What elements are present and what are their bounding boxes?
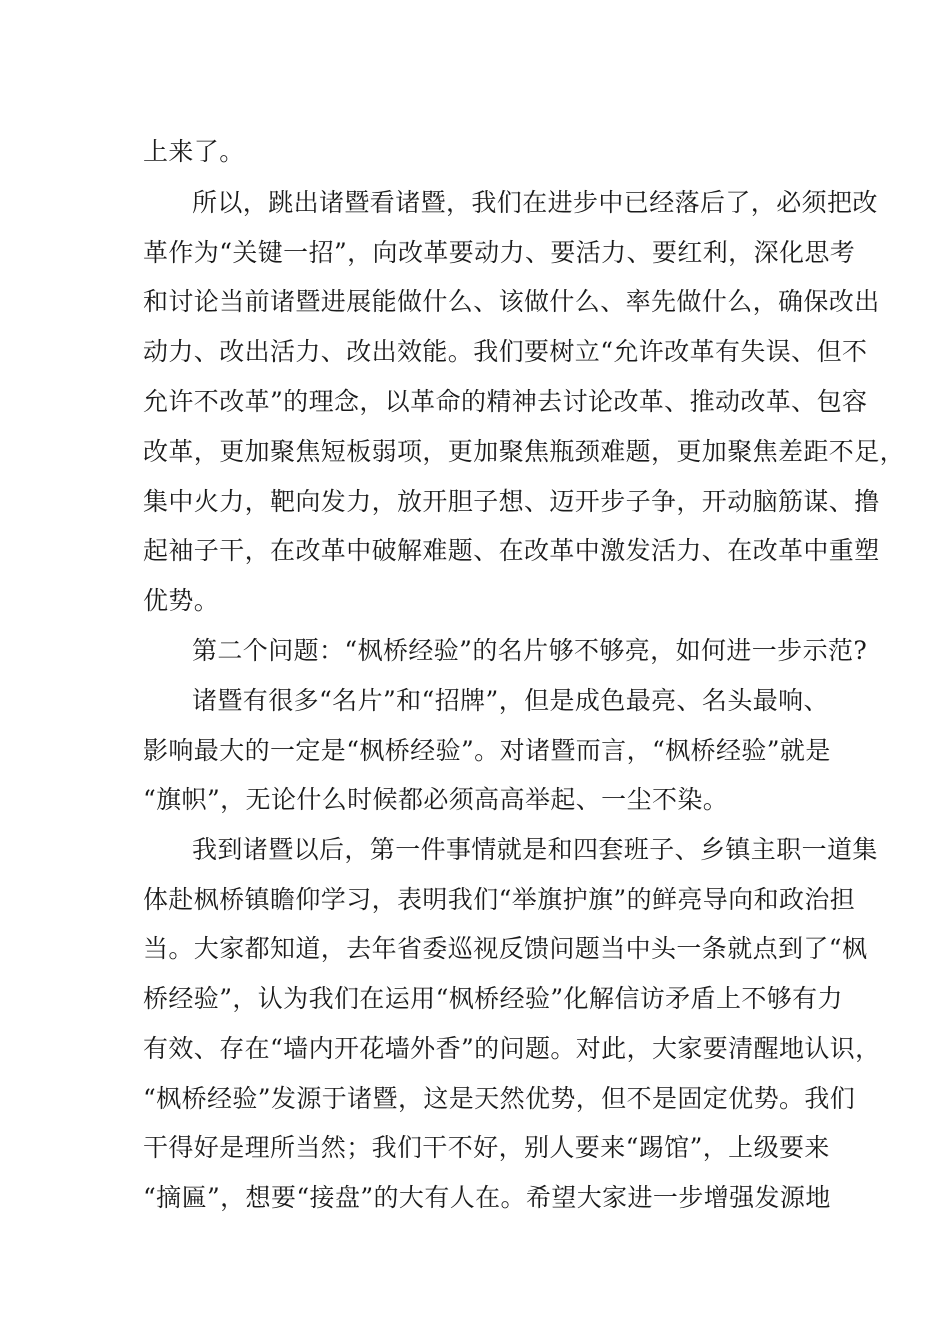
text-line: “枫桥经验”发源于诸暨，这是天然优势，但不是固定优势。我们 <box>143 1084 856 1113</box>
text-line: 影响最大的一定是“枫桥经验”。对诸暨而言，“枫桥经验”就是 <box>143 736 831 765</box>
text-line: 诸暨有很多“名片”和“招牌”，但是成色最亮、名头最响、 <box>192 686 829 715</box>
text-line: 我到诸暨以后，第一件事情就是和四套班子、乡镇主职一道集 <box>192 835 878 864</box>
text-line: “摘匾”，想要“接盘”的大有人在。希望大家进一步增强发源地 <box>143 1183 831 1212</box>
text-line: 上来了。 <box>143 137 245 166</box>
text-line: 桥经验”，认为我们在运用“枫桥经验”化解信访矛盾上不够有力 <box>143 984 843 1013</box>
text-line: 动力、改出活力、改出效能。我们要树立“允许改革有失误、但不 <box>143 337 868 366</box>
text-line: 优势。 <box>143 586 220 615</box>
text-line: 干得好是理所当然；我们干不好，别人要来“踢馆”，上级要来 <box>143 1133 830 1162</box>
text-line: 和讨论当前诸暨进展能做什么、该做什么、率先做什么，确保改出 <box>143 287 880 316</box>
text-line: 有效、存在“墙内开花墙外香”的问题。对此，大家要清醒地认识， <box>143 1034 881 1063</box>
text-line: 所以，跳出诸暨看诸暨，我们在进步中已经落后了，必须把改 <box>192 188 878 217</box>
text-line: 集中火力，靶向发力，放开胆子想、迈开步子争，开动脑筋谋、撸 <box>143 487 880 516</box>
text-line: 革作为“关键一招”，向改革要动力、要活力、要红利，深化思考 <box>143 238 856 267</box>
text-line: 体赴枫桥镇瞻仰学习，表明我们“举旗护旗”的鲜亮导向和政治担 <box>143 885 856 914</box>
text-line: 改革，更加聚焦短板弱项，更加聚焦瓶颈难题，更加聚焦差距不足， <box>143 437 906 466</box>
text-line: 起袖子干，在改革中破解难题、在改革中激发活力、在改革中重塑 <box>143 536 880 565</box>
text-line: 当。大家都知道，去年省委巡视反馈问题当中头一条就点到了“枫 <box>143 934 868 963</box>
text-line: “旗帜”，无论什么时候都必须高高举起、一尘不染。 <box>143 785 729 814</box>
section-heading: 第二个问题：“枫桥经验”的名片够不够亮，如何进一步示范? <box>192 636 868 665</box>
text-line: 允许不改革”的理念，以革命的精神去讨论改革、推动改革、包容 <box>143 387 868 416</box>
